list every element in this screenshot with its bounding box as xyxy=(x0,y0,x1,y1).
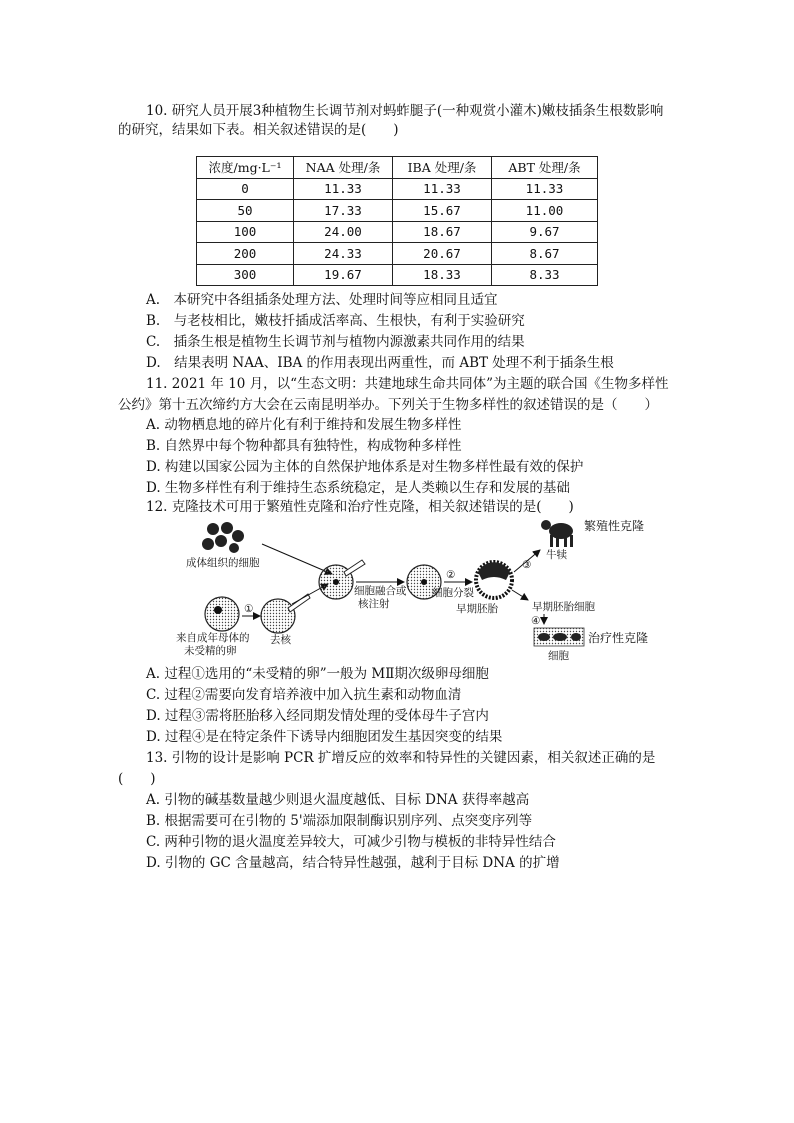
table-row xyxy=(197,264,598,286)
q13-option-a: A. 引物的碱基数量越少则退火温度越低、目标 DNA 获得率越高 xyxy=(146,792,530,808)
q13-option-b: B. 根据需要可在引物的 5'端添加限制酶识别序列、点突变序列等 xyxy=(146,813,533,829)
table-cell: 0 xyxy=(197,178,294,200)
table-header-naa: NAA 处理/条 xyxy=(294,157,393,179)
q10-stem-line2: 的研究，结果如下表。相关叙述错误的是( ) xyxy=(118,122,399,138)
q11-option-a: A. 动物栖息地的碎片化有利于维持和发展生物多样性 xyxy=(146,417,462,433)
label-therapeutic-cloning: 治疗性克隆 xyxy=(588,631,649,645)
table-cell: 24.00 xyxy=(294,221,393,243)
table-cell: 100 xyxy=(197,221,294,243)
step-2-marker: ② xyxy=(446,569,456,581)
label-cells: 细胞 xyxy=(548,650,569,662)
adult-cells-icon xyxy=(202,522,244,553)
label-adult-cells: 成体组织的细胞 xyxy=(186,557,260,569)
table-cell: 300 xyxy=(197,264,294,286)
q10-option-c: C. 插条生根是植物生长调节剂与植物内源激素共同作用的结果 xyxy=(146,334,525,350)
cloning-diagram xyxy=(176,516,656,662)
enucleated-egg-icon xyxy=(261,594,310,633)
table-cell: 8.67 xyxy=(492,243,598,265)
early-embryo-icon xyxy=(476,562,512,598)
q13-option-d: D. 引物的 GC 含量越高，结合特异性越强，越利于目标 DNA 的扩增 xyxy=(146,855,560,871)
q12-option-d: D. 过程④是在特定条件下诱导内细胞团发生基因突变的结果 xyxy=(146,729,503,745)
therapeutic-cells-icon xyxy=(534,628,584,646)
q13-stem-line1: 13. 引物的设计是影响 PCR 扩增反应的效率和特异性的关键因素，相关叙述正确的是 xyxy=(146,750,656,766)
q12-option-b: C. 过程②需要向发育培养液中加入抗生素和动物血清 xyxy=(146,687,462,703)
q10-option-d: D. 结果表明 NAA、IBA 的作用表现出两重性，而 ABT 处理不利于插条生根 xyxy=(146,355,614,371)
table-cell: 200 xyxy=(197,243,294,265)
table-header-iba: IBA 处理/条 xyxy=(393,157,492,179)
step-1-marker: ① xyxy=(244,603,254,615)
q11-stem-line2: 公约》第十五次缔约方大会在云南昆明举办。下列关于生物多样性的叙述错误的是（ ） xyxy=(118,397,658,413)
table-cell: 18.33 xyxy=(393,264,492,286)
table-row xyxy=(197,200,598,222)
label-fusion-line2: 核注射 xyxy=(358,598,390,610)
q10-data-table xyxy=(196,156,598,286)
label-egg-line1: 来自成年母体的 xyxy=(176,632,250,644)
label-fusion-line1: 细胞融合或 xyxy=(354,585,407,597)
table-cell: 8.33 xyxy=(492,264,598,286)
q10-stem-line1: 10. 研究人员开展3种植物生长调节剂对蚂蚱腿子(一种观赏小灌木)嫩枝插条生根数影响 xyxy=(146,103,664,119)
q12-stem: 12. 克隆技术可用于繁殖性克隆和治疗性克隆，相关叙述错误的是( ) xyxy=(146,499,574,515)
q11-stem-line1: 11. 2021 年 10 月，以“生态文明：共建地球生命共同体”为主题的联合国《生物多样性 xyxy=(146,376,669,392)
table-row xyxy=(197,221,598,243)
table-cell: 17.33 xyxy=(294,200,393,222)
table-cell: 9.67 xyxy=(492,221,598,243)
q12-option-c: D. 过程③需将胚胎移入经同期发情处理的受体母牛子宫内 xyxy=(146,708,489,724)
table-row xyxy=(197,243,598,265)
table-cell: 11.33 xyxy=(294,178,393,200)
table-cell: 20.67 xyxy=(393,243,492,265)
label-calf: 牛犊 xyxy=(546,549,567,561)
step-3-marker: ③ xyxy=(522,559,532,571)
step-4-marker: ④ xyxy=(531,615,541,627)
q11-option-d: D. 生物多样性有利于维持生态系统稳定，是人类赖以生存和发展的基础 xyxy=(146,480,570,496)
table-header-abt: ABT 处理/条 xyxy=(492,157,598,179)
table-cell: 18.67 xyxy=(393,221,492,243)
table-header-concentration: 浓度/mg·L⁻¹ xyxy=(197,157,294,179)
q11-option-c: D. 构建以国家公园为主体的自然保护地体系是对生物多样性最有效的保护 xyxy=(146,459,584,475)
q13-option-c: C. 两种引物的退火温度差异较大，可减少引物与模板的非特异性结合 xyxy=(146,834,556,850)
table-cell: 11.33 xyxy=(492,178,598,200)
table-cell: 15.67 xyxy=(393,200,492,222)
arrow-cells-to-fusion xyxy=(262,544,332,574)
label-egg-line2: 未受精的卵 xyxy=(184,645,237,657)
table-cell: 11.33 xyxy=(393,178,492,200)
label-reproductive-cloning: 繁殖性克隆 xyxy=(584,519,645,533)
table-cell: 24.33 xyxy=(294,243,393,265)
q13-stem-line2: ( ) xyxy=(118,771,156,787)
q10-option-a: A. 本研究中各组插条处理方法、处理时间等应相同且适宜 xyxy=(146,292,498,308)
table-cell: 11.00 xyxy=(492,200,598,222)
table-header-row xyxy=(197,157,598,179)
table-cell: 50 xyxy=(197,200,294,222)
q10-option-b: B. 与老枝相比，嫩枝扦插成活率高、生根快，有利于实验研究 xyxy=(146,313,525,329)
label-division: 细胞分裂 xyxy=(432,587,474,599)
arrow-embryo-to-cells xyxy=(512,590,528,600)
table-row xyxy=(197,178,598,200)
calf-icon xyxy=(541,520,573,547)
q11-option-b: B. 自然界中每个物种都具有独特性，构成物种多样性 xyxy=(146,438,462,454)
table-cell: 19.67 xyxy=(294,264,393,286)
label-enucleate: 去核 xyxy=(270,634,291,646)
q12-option-a: A. 过程①选用的“未受精的卵”一般为 MⅡ期次级卵母细胞 xyxy=(146,666,489,682)
label-early-embryo: 早期胚胎 xyxy=(456,603,498,615)
label-embryo-cells: 早期胚胎细胞 xyxy=(532,601,595,613)
egg-icon xyxy=(205,597,239,631)
